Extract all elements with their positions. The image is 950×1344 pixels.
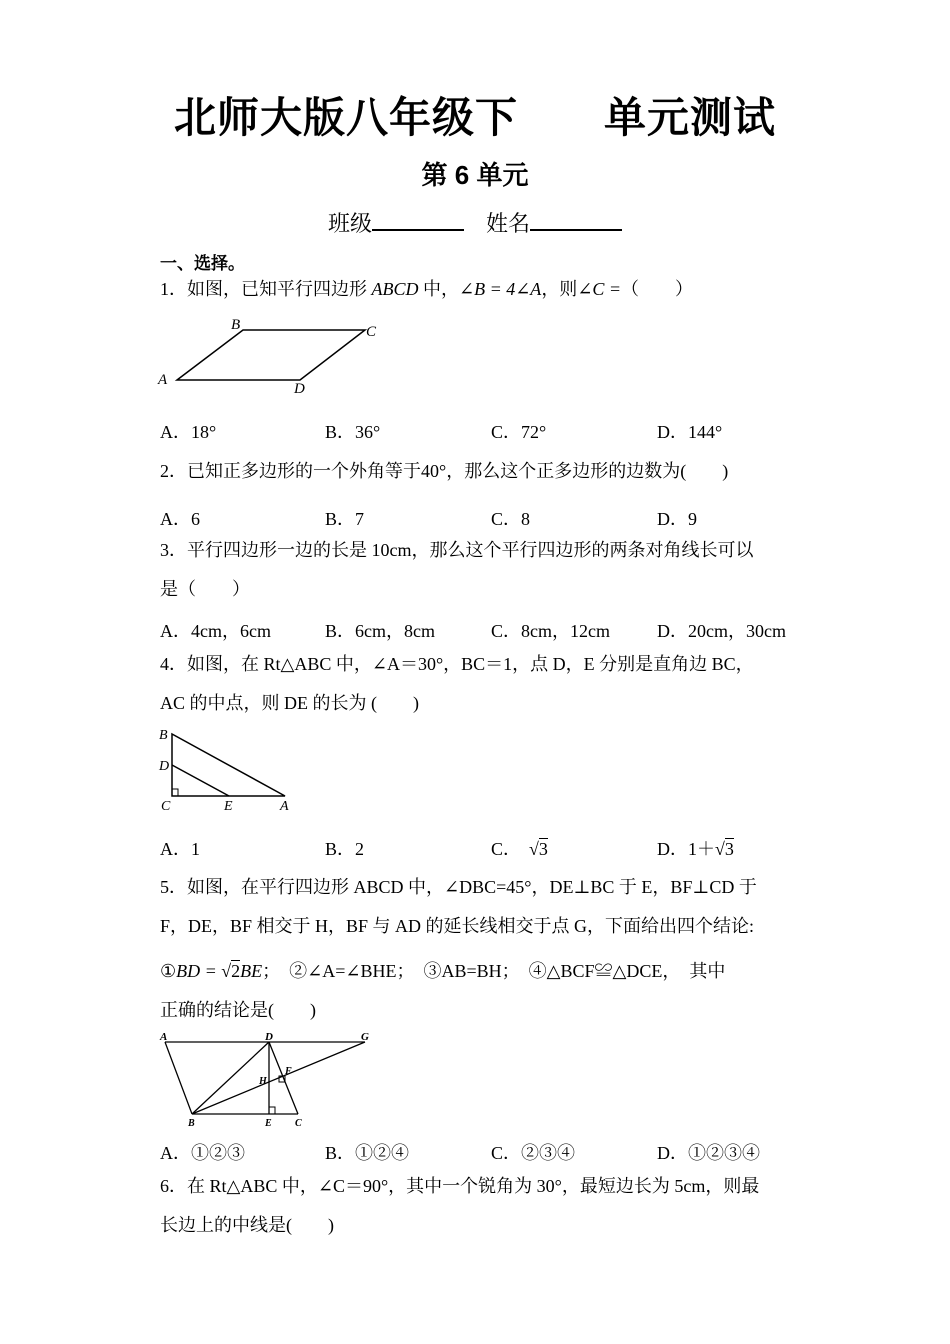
page-title: 北师大版八年级下 单元测试 <box>173 94 776 141</box>
q5-option-d[interactable]: D．①②③④ <box>657 1143 760 1163</box>
q2-option-b[interactable]: B．7 <box>325 509 365 529</box>
question-5-stem: 5．如图，在平行四边形 ABCD 中，∠DBC=45°，DE⊥BC 于 E，BF⊥CD 于 F，DE，BF 相交于 H，BF 与 AD 的延长线相交于点 G，下面给出四个结论: ①BD = √2BE； ②∠A=∠BHE； ③AB=BH； ④△BCF≌△DCE， 其中 正确的结论是( ) <box>160 877 757 1020</box>
label-b: B <box>159 728 168 743</box>
q4-option-c[interactable]: C． √3 <box>491 839 548 859</box>
question-4-figure <box>155 722 305 814</box>
name-label: 姓名 <box>486 211 531 236</box>
q4-option-d[interactable]: D．1＋√3 <box>657 839 734 859</box>
sqrt-radicand: 3 <box>538 839 548 859</box>
q1-option-d[interactable]: D．144° <box>657 422 723 442</box>
label-a: A <box>160 1031 168 1043</box>
question-1-figure <box>155 312 395 397</box>
question-4-stem: 4．如图，在 Rt△ABC 中，∠A＝30°，BC＝1，点 D，E 分别是直角边 BC， AC 的中点，则 DE 的长为 ( ) <box>160 654 754 713</box>
q1-option-a[interactable]: A．18° <box>160 422 217 442</box>
label-g: G <box>361 1031 369 1043</box>
label-a: A <box>158 372 168 388</box>
question-3-stem: 3．平行四边形一边的长是 10cm，那么这个平行四边形的两条对角线长可以 是（ ） <box>160 540 754 599</box>
q5-option-c[interactable]: C．②③④ <box>491 1143 576 1163</box>
parallelogram-abcd <box>177 330 365 380</box>
name-blank[interactable] <box>530 209 622 231</box>
label-e: E <box>224 799 233 814</box>
label-c: C <box>161 799 171 814</box>
triangle-abc <box>172 734 285 796</box>
label-d: D <box>294 381 305 397</box>
side-dc <box>269 1042 298 1114</box>
question-5-figure <box>155 1030 385 1130</box>
label-f: F <box>285 1066 292 1077</box>
q1-option-b[interactable]: B．36° <box>325 422 381 442</box>
label-h: H <box>259 1076 267 1087</box>
right-angle-mark <box>172 789 178 796</box>
side-ab <box>165 1042 192 1114</box>
label-d: D <box>265 1031 273 1043</box>
right-angle-e <box>269 1107 275 1114</box>
q4-option-b[interactable]: B．2 <box>325 839 365 859</box>
question-1-stem: 1．如图，已知平行四边形 ABCD 中，∠B = 4∠A，则∠C =（ ） <box>160 279 694 299</box>
diagonal-bd <box>192 1042 269 1114</box>
label-c: C <box>295 1118 302 1129</box>
student-info-line <box>0 207 950 238</box>
question-6-stem: 6．在 Rt△ABC 中，∠C＝90°，其中一个锐角为 30°，最短边长为 5cm，则最 长边上的中线是( ) <box>160 1176 760 1235</box>
label-c: C <box>366 324 377 340</box>
q3-option-b[interactable]: B．6cm，8cm <box>325 621 435 641</box>
q1-option-c[interactable]: C．72° <box>491 422 547 442</box>
label-a: A <box>280 799 289 814</box>
label-b: B <box>231 317 241 333</box>
q5-option-b[interactable]: B．①②④ <box>325 1143 410 1163</box>
q2-option-a[interactable]: A．6 <box>160 509 200 529</box>
unit-subtitle: 第 6 单元 <box>421 160 529 190</box>
q2-option-c[interactable]: C．8 <box>491 509 531 529</box>
class-blank[interactable] <box>372 209 464 231</box>
section-heading: 一、选择。 <box>160 254 245 273</box>
q3-option-a[interactable]: A．4cm，6cm <box>160 621 271 641</box>
label-b: B <box>188 1118 195 1129</box>
segment-de <box>172 765 229 796</box>
label-e: E <box>265 1118 272 1129</box>
q2-option-d[interactable]: D．9 <box>657 509 697 529</box>
sqrt-radicand: 3 <box>724 839 734 859</box>
q3-option-d[interactable]: D．20cm，30cm <box>657 621 786 641</box>
q3-option-c[interactable]: C．8cm，12cm <box>491 621 610 641</box>
question-2-stem: 2．已知正多边形的一个外角等于40°，那么这个正多边形的边数为( ) <box>160 461 729 481</box>
q5-option-a[interactable]: A．①②③ <box>160 1143 245 1163</box>
label-d: D <box>159 759 170 774</box>
q4-option-a[interactable]: A．1 <box>160 839 200 859</box>
sqrt-radicand: 2 <box>231 961 241 981</box>
class-label: 班级 <box>327 211 372 236</box>
